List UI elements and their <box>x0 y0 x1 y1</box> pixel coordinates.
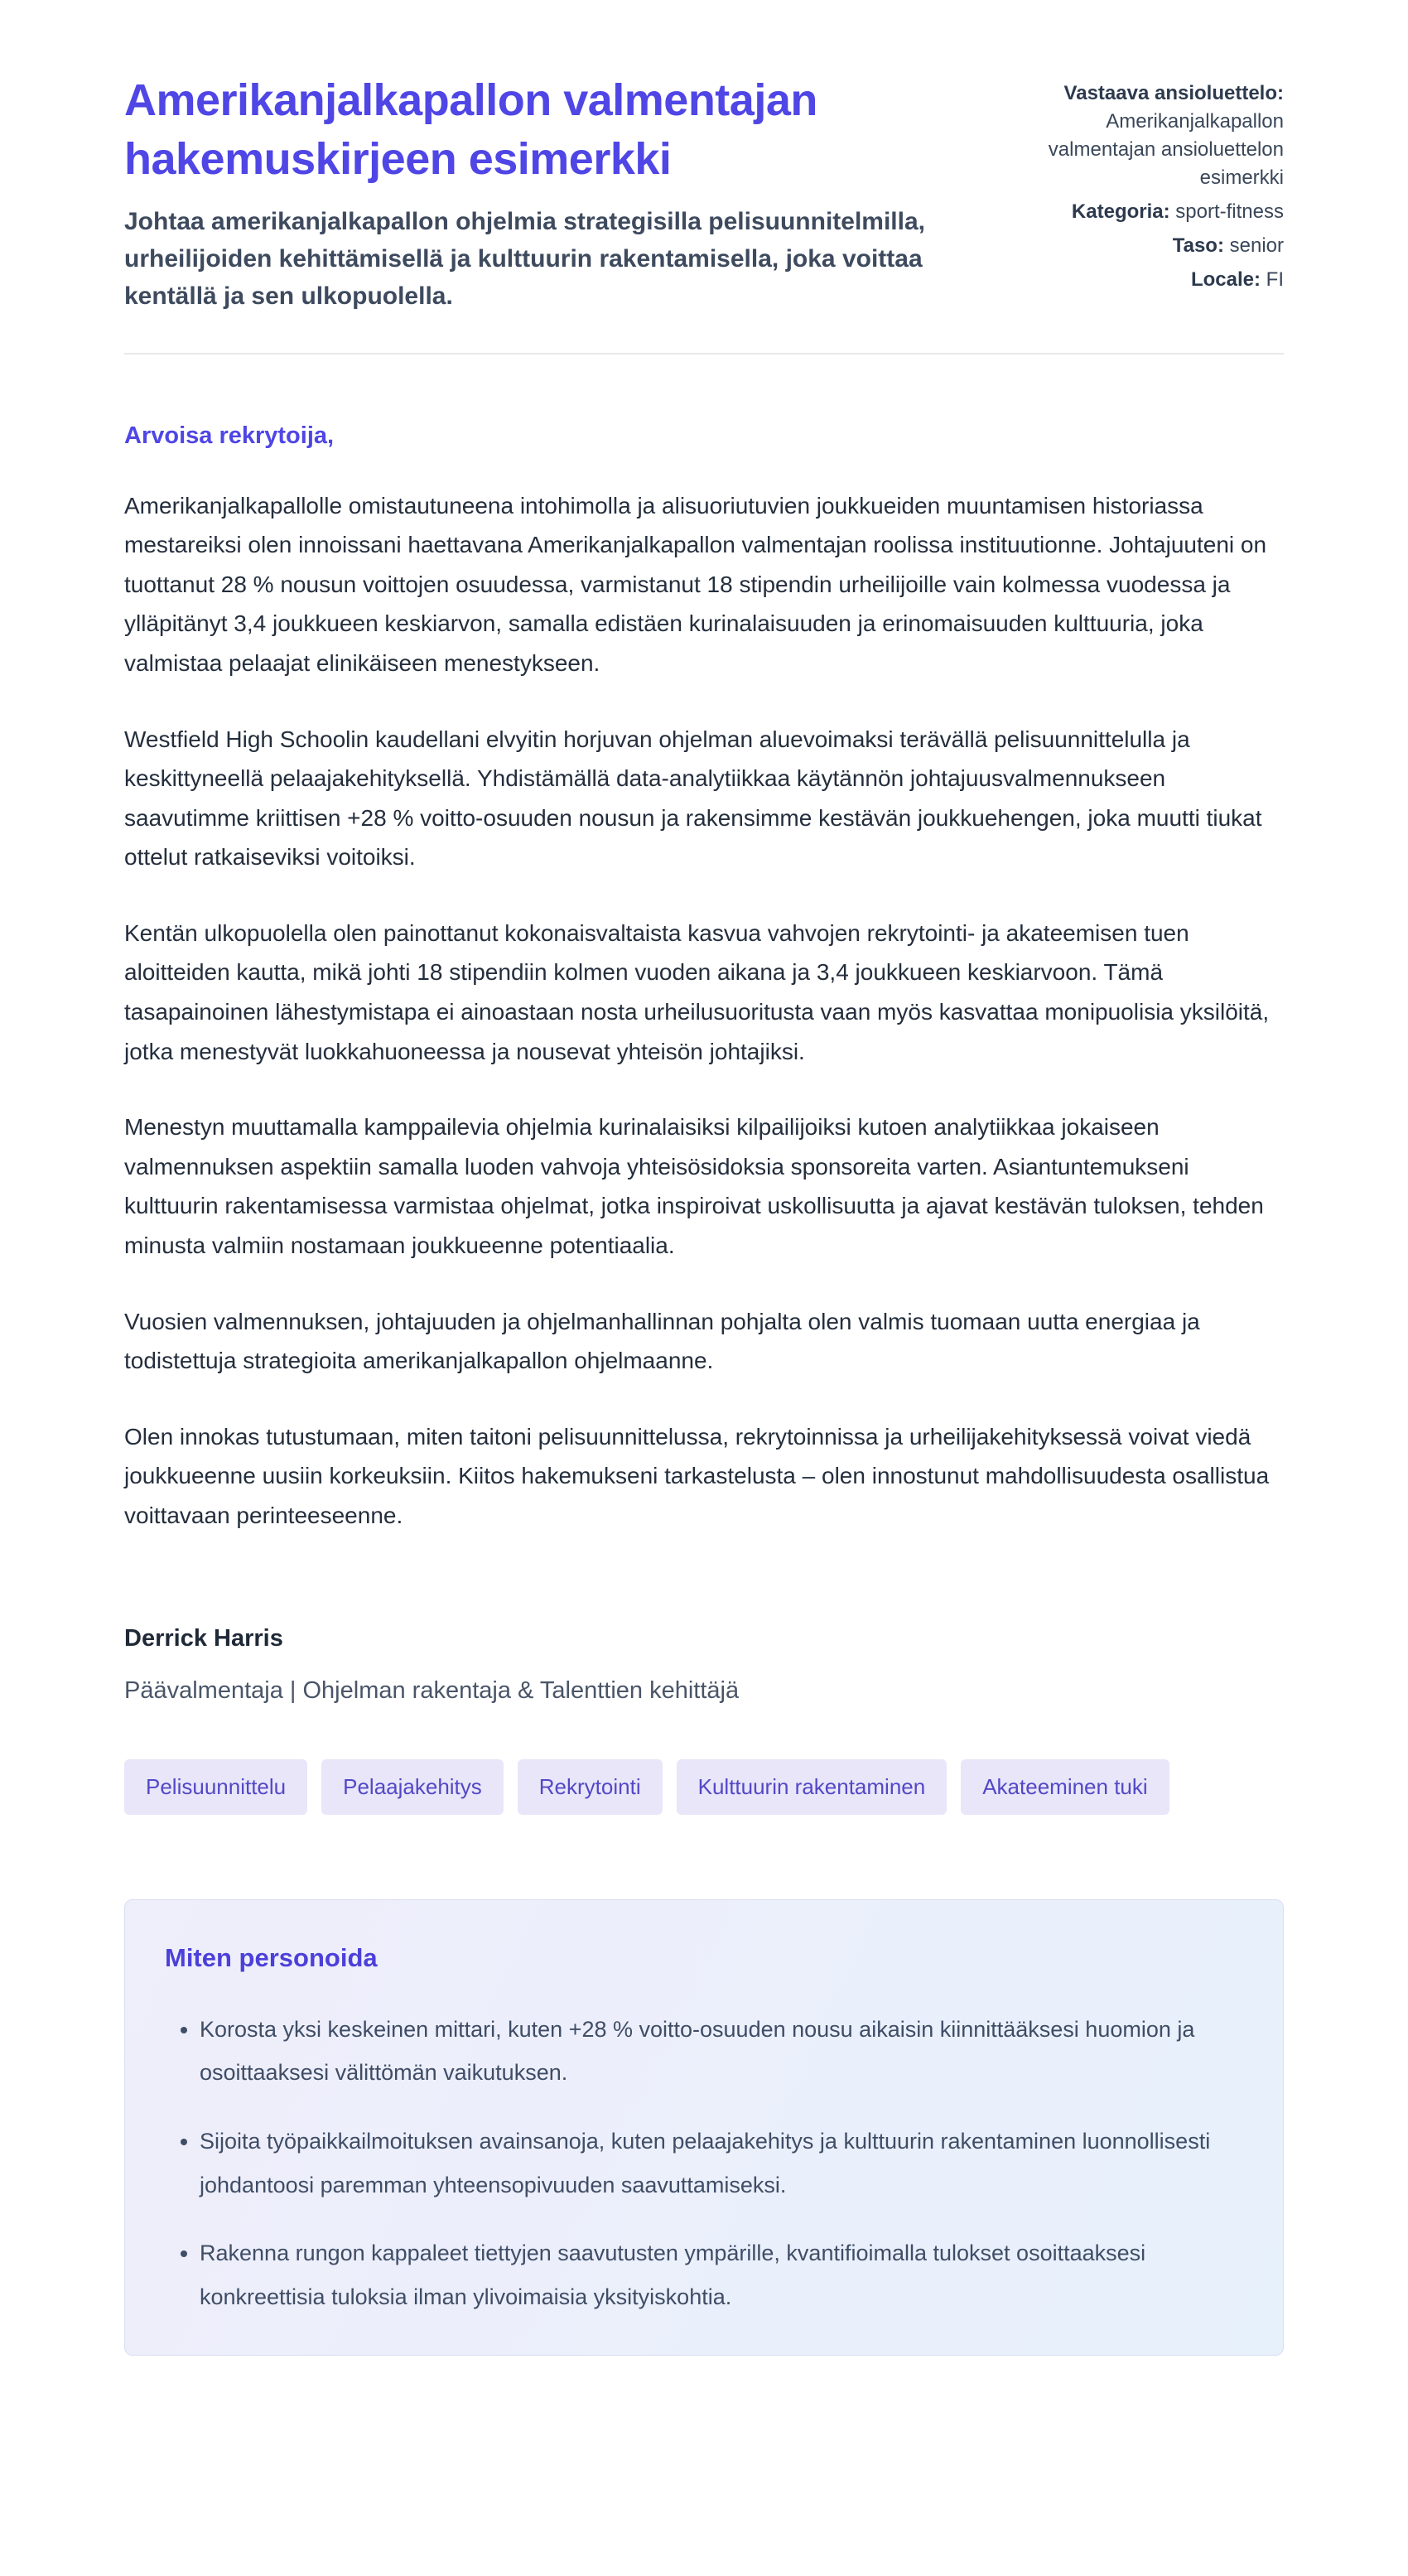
skill-tag[interactable]: Akateeminen tuki <box>961 1759 1169 1815</box>
skill-tag[interactable]: Rekrytointi <box>518 1759 663 1815</box>
cover-letter-page <box>124 0 1284 2356</box>
signature-role: Päävalmentaja | Ohjelman rakentaja & Talenttien kehittäjä <box>124 1676 740 1704</box>
tips-title: Miten personoida <box>165 1942 378 1972</box>
tip-item: • Korosta yksi keskeinen mittari, kuten +28 % voitto-osuuden nousu aikaisin kiinnittääksesi huomion ja osoittaaksesi välittömän vaikutuksen. <box>200 2008 1243 2095</box>
meta-value: Amerikanjalkapallon valmentajan ansioluettelon esimerkki <box>1048 110 1284 190</box>
header-title-block <box>124 71 1002 315</box>
meta-row-level <box>1025 232 1284 260</box>
meta-label: Taso: <box>1172 234 1224 258</box>
meta-value: FI <box>1266 268 1284 292</box>
skill-tag[interactable]: Kulttuurin rakentaminen <box>677 1759 948 1815</box>
meta-row-locale <box>1025 266 1284 294</box>
page-subtitle: Johtaa amerikanjalkapallon ohjelmia strategisilla pelisuunnitelmilla, urheilijoiden kehittämisellä ja kulttuurin rakentamisella, joka voittaa kentällä ja sen ulkopuolella. <box>124 207 925 310</box>
tips-list <box>165 2008 1243 2319</box>
letter-paragraph: Westfield High Schoolin kaudellani elvyitin horjuvan ohjelman aluevoimaksi terävällä pelisuunnittelulla ja keskittyneellä pelaajakehityksellä. Yhdistämällä data-analytiikkaa käytännön johtajuusvalmennukseen saavutimme kriittisen +28 % voitto-osuuden nousun ja rakensimme kestävän joukkuehengen, joka muutti tiukat ottelut ratkaiseviksi voitoiksi. <box>124 726 1262 871</box>
letter-paragraph: Vuosien valmennuksen, johtajuuden ja ohjelmanhallinnan pohjalta olen valmis tuomaan uutta energiaa ja todistettuja strategioita amerikanjalkapallon ohjelmaanne. <box>124 1308 1200 1374</box>
page-header <box>124 71 1284 315</box>
tip-item: • Sijoita työpaikkailmoituksen avainsanoja, kuten pelaajakehitys ja kulttuurin rakentaminen luonnollisesti johdantoosi paremman yhteensopivuuden saavuttamiseksi. <box>200 2120 1243 2207</box>
meta-label: Vastaava ansioluettelo: <box>1063 82 1284 104</box>
letter-body <box>124 422 1284 1705</box>
meta-row-category <box>1025 198 1284 226</box>
meta-label: Locale: <box>1190 268 1261 292</box>
meta-value: sport-fitness <box>1175 200 1284 224</box>
letter-paragraph: Olen innokas tutustumaan, miten taitoni pelisuunnittelussa, rekrytoinnissa ja urheilijakehityksessä voivat viedä joukkueenne uusiin korkeuksiin. Kiitos hakemukseni tarkastelusta – olen innostunut mahdollisuudesta osallistua voittavaan perinteeseenne. <box>124 1423 1270 1528</box>
skill-tags-row <box>124 1759 1284 1815</box>
letter-paragraph: Amerikanjalkapallolle omistautuneena intohimolla ja alisuoriutuvien joukkueiden muuntamisen historiassa mestareiksi olen innoissani haettavana Amerikanjalkapallon valmentajan roolissa instituutionne. Johtajuuteni on tuottanut 28 % nousun voittojen osuudessa, varmistanut 18 stipendin urheilijoille vain kolmessa vuodessa ja ylläpitänyt 3,4 joukkueen keskiarvon, samalla edistäen kurinalaisuuden ja erinomaisuuden kulttuuria, joka valmistaa pelaajat elinikäiseen menestykseen. <box>124 492 1267 676</box>
letter-paragraph: Menestyn muuttamalla kamppailevia ohjelmia kurinalaisiksi kilpailijoiksi kutoen analytiikkaa jokaiseen valmennuksen aspektiin samalla luoden vahvoja yhteisösidoksia sponsoreita varten. Asiantuntemukseni kulttuurin rakentamisessa varmistaa ohjelmat, jotka inspiroivat uskollisuutta ja ajavat kestävän tuloksen, tehden minusta valmiin nostamaan joukkueenne potentiaalia. <box>124 1114 1264 1259</box>
metadata-block <box>1025 71 1284 301</box>
meta-row-matching-resume <box>1025 80 1284 192</box>
meta-label: Kategoria: <box>1071 200 1170 224</box>
letter-greeting: Arvoisa rekrytoija, <box>124 422 335 449</box>
skill-tag[interactable]: Pelisuunnittelu <box>124 1759 307 1815</box>
personalization-tips-box <box>124 1899 1284 2357</box>
skill-tag[interactable]: Pelaajakehitys <box>321 1759 504 1815</box>
tip-item: • Rakenna rungon kappaleet tiettyjen saavutusten ympärille, kvantifioimalla tulokset osoittaaksesi konkreettisia tuloksia ilman ylivoimaisia yksityiskohtia. <box>200 2231 1243 2318</box>
page-title: Amerikanjalkapallon valmentajan hakemuskirjeen esimerkki <box>124 75 817 185</box>
header-divider <box>124 353 1284 355</box>
letter-paragraph: Kentän ulkopuolella olen painottanut kokonaisvaltaista kasvua vahvojen rekrytointi- ja akateemisen tuen aloitteiden kautta, mikä johti 18 stipendiin kolmen vuoden aikana ja 3,4 joukkueen keskiarvoon. Tämä tasapainoinen lähestymistapa ei ainoastaan nosta urheilusuoritusta vaan myös kasvattaa monipuolisia yksilöitä, jotka menestyvät luokkahuoneessa ja nousevat yhteisön johtajiksi. <box>124 919 1270 1064</box>
meta-value: senior <box>1229 234 1284 258</box>
signature-name: Derrick Harris <box>124 1624 283 1652</box>
